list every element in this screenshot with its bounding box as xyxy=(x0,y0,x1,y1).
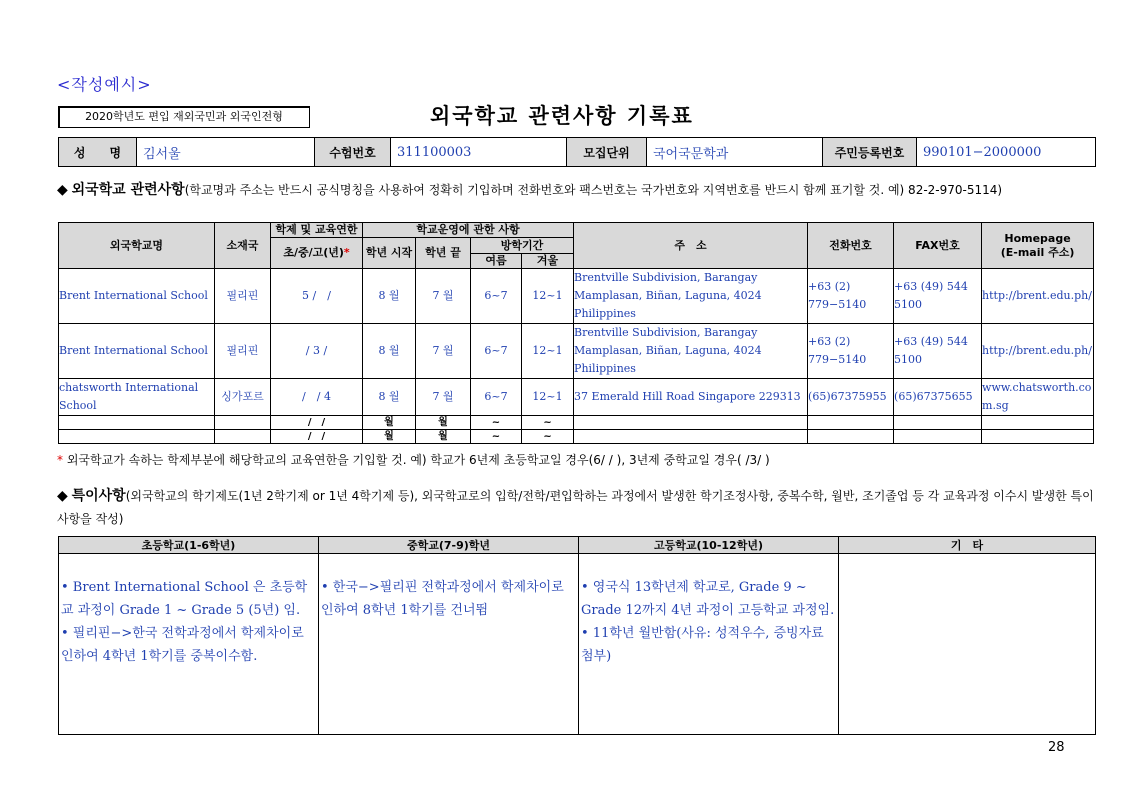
remarks-middle xyxy=(319,554,579,735)
header-system-sub: 초/중/고(년)* xyxy=(271,238,363,269)
remarks-other xyxy=(839,554,1096,735)
blank-year-start: 월 xyxy=(363,416,416,430)
year-badge: 2020학년도 편입 재외국민과 외국인전형 xyxy=(58,106,310,128)
school-address: Brentville Subdivision, Barangay Mamplasan, Biñan, Laguna, 4024 Philippines xyxy=(574,269,808,324)
school-year-start: 8 월 xyxy=(363,269,416,324)
section1-desc: (학교명과 주소는 반드시 공식명칭을 사용하여 정확히 기입하며 전화번호와 팩스번호는 국가번호와 지역번호를 반드시 함께 표기할 것. 예) 82-2-970-5114) xyxy=(184,183,1003,197)
note xyxy=(57,451,770,468)
school-winter: 12~1 xyxy=(522,324,574,379)
header-winter: 겨울 xyxy=(522,254,574,269)
school-homepage: http://brent.edu.ph/ xyxy=(982,269,1094,324)
school-name: Brent International School xyxy=(59,324,215,379)
header-fax: FAX번호 xyxy=(894,223,982,269)
school-name: Brent International School xyxy=(59,269,215,324)
section1-heading xyxy=(57,180,1102,200)
school-winter: 12~1 xyxy=(522,379,574,416)
page-title: 외국학교 관련사항 기록표 xyxy=(430,104,694,128)
school-summer: 6~7 xyxy=(471,379,522,416)
header-country: 소재국 xyxy=(215,223,271,269)
blank-year-end: 월 xyxy=(416,430,471,444)
school-winter: 12~1 xyxy=(522,269,574,324)
blank-summer: ~ xyxy=(471,416,522,430)
exam-no-label: 수험번호 xyxy=(315,138,391,167)
school-country: 필리핀 xyxy=(215,269,271,324)
note-star-icon: * xyxy=(57,453,63,467)
header-vacation: 방학기간 xyxy=(471,238,574,254)
name-label: 성 명 xyxy=(59,138,137,167)
school-system: / / 4 xyxy=(271,379,363,416)
school-summer: 6~7 xyxy=(471,324,522,379)
unit-value: 국어국문학과 xyxy=(647,138,823,167)
school-year-end: 7 월 xyxy=(416,324,471,379)
applicant-info-table xyxy=(58,137,1096,167)
school-phone: +63 (2) 779−5140 xyxy=(808,269,894,324)
section2-heading xyxy=(57,485,1102,531)
section1-title: 외국학교 관련사항 xyxy=(71,182,185,198)
blank-summer: ~ xyxy=(471,430,522,444)
blank-winter: ~ xyxy=(522,416,574,430)
school-fax: +63 (49) 544 5100 xyxy=(894,269,982,324)
school-phone: +63 (2) 779−5140 xyxy=(808,324,894,379)
note-text: 외국학교가 속하는 학제부분에 해당학교의 교육연한을 기입할 것. 예) 학교가 6년제 초등학교일 경우(6/ / ), 3년제 중학교일 경우( /3/ ) xyxy=(66,453,770,467)
remark-item: • 한국−>필리핀 전학과정에서 학제차이로 인하여 8학년 1학기를 건너뜀 xyxy=(321,580,564,618)
header-elementary: 초등학교(1-6학년) xyxy=(59,537,319,554)
table-row xyxy=(59,269,1094,324)
page-number: 28 xyxy=(1048,740,1065,755)
school-summer: 6~7 xyxy=(471,269,522,324)
school-address: 37 Emerald Hill Road Singapore 229313 xyxy=(574,379,808,416)
header-phone: 전화번호 xyxy=(808,223,894,269)
remark-item: • 11학년 월반함(사유: 성적우수, 증빙자료 첨부) xyxy=(581,626,824,664)
table-row xyxy=(59,430,1094,444)
required-star-icon: * xyxy=(343,246,350,259)
school-fax: +63 (49) 544 5100 xyxy=(894,324,982,379)
blank-year-start: 월 xyxy=(363,430,416,444)
remarks-table xyxy=(58,536,1096,735)
name-value: 김서울 xyxy=(137,138,315,167)
school-homepage: www.chatsworth.com.sg xyxy=(982,379,1094,416)
section2-desc: (외국학교의 학기제도(1년 2학기제 or 1년 4학기제 등), 외국학교로의 입학/전학/편입학하는 과정에서 발생한 학기조정사항, 중복수학, 월반, 조기졸업 등 각 교육과정 이수시 발생한 특이사항을 작성) xyxy=(57,489,1094,526)
school-year-start: 8 월 xyxy=(363,379,416,416)
unit-label: 모집단위 xyxy=(567,138,647,167)
header-year-end: 학년 끝 xyxy=(416,238,471,269)
header-ops-group: 학교운영에 관한 사항 xyxy=(363,223,574,238)
rrn-value: 990101−2000000 xyxy=(917,138,1096,167)
school-year-end: 7 월 xyxy=(416,269,471,324)
school-name: chatsworth International School xyxy=(59,379,215,416)
remark-item: • Brent International School 은 초등학교 과정이 Grade 1 ~ Grade 5 (5년) 임. xyxy=(61,580,308,618)
school-homepage: http://brent.edu.ph/ xyxy=(982,324,1094,379)
blank-system: / / xyxy=(271,416,363,430)
header-year-start: 학년 시작 xyxy=(363,238,416,269)
example-label: <작성예시> xyxy=(57,75,152,94)
header-high: 고등학교(10-12학년) xyxy=(579,537,839,554)
diamond-bullet-icon: ◆ xyxy=(57,488,68,504)
school-phone: (65)67375955 xyxy=(808,379,894,416)
school-address: Brentville Subdivision, Barangay Mamplasan, Biñan, Laguna, 4024 Philippines xyxy=(574,324,808,379)
remarks-high xyxy=(579,554,839,735)
header-address: 주 소 xyxy=(574,223,808,269)
header-other: 기 타 xyxy=(839,537,1096,554)
school-year-end: 7 월 xyxy=(416,379,471,416)
header-school-name: 외국학교명 xyxy=(59,223,215,269)
remarks-elementary xyxy=(59,554,319,735)
header-system-group: 학제 및 교육연한 xyxy=(271,223,363,238)
school-country: 필리핀 xyxy=(215,324,271,379)
header-homepage: Homepage (E-mail 주소) xyxy=(982,223,1094,269)
blank-year-end: 월 xyxy=(416,416,471,430)
remark-item: • 영국식 13학년제 학교로, Grade 9 ~ Grade 12까지 4년 과정이 고등학교 과정임. xyxy=(581,580,835,618)
rrn-label: 주민등록번호 xyxy=(823,138,917,167)
exam-no-value: 311100003 xyxy=(391,138,567,167)
school-table xyxy=(58,222,1094,444)
remark-item: • 필리핀−>한국 전학과정에서 학제차이로 인하여 4학년 1학기를 중복이수함. xyxy=(61,626,304,664)
table-row xyxy=(59,416,1094,430)
table-row xyxy=(59,379,1094,416)
header-middle: 중학교(7-9)학년 xyxy=(319,537,579,554)
school-country: 싱가포르 xyxy=(215,379,271,416)
table-row xyxy=(59,324,1094,379)
blank-system: / / xyxy=(271,430,363,444)
school-system: 5 / / xyxy=(271,269,363,324)
diamond-bullet-icon: ◆ xyxy=(57,182,68,198)
header-summer: 여름 xyxy=(471,254,522,269)
section2-title: 특이사항 xyxy=(71,488,126,504)
school-system: / 3 / xyxy=(271,324,363,379)
blank-winter: ~ xyxy=(522,430,574,444)
school-fax: (65)67375655 xyxy=(894,379,982,416)
school-year-start: 8 월 xyxy=(363,324,416,379)
